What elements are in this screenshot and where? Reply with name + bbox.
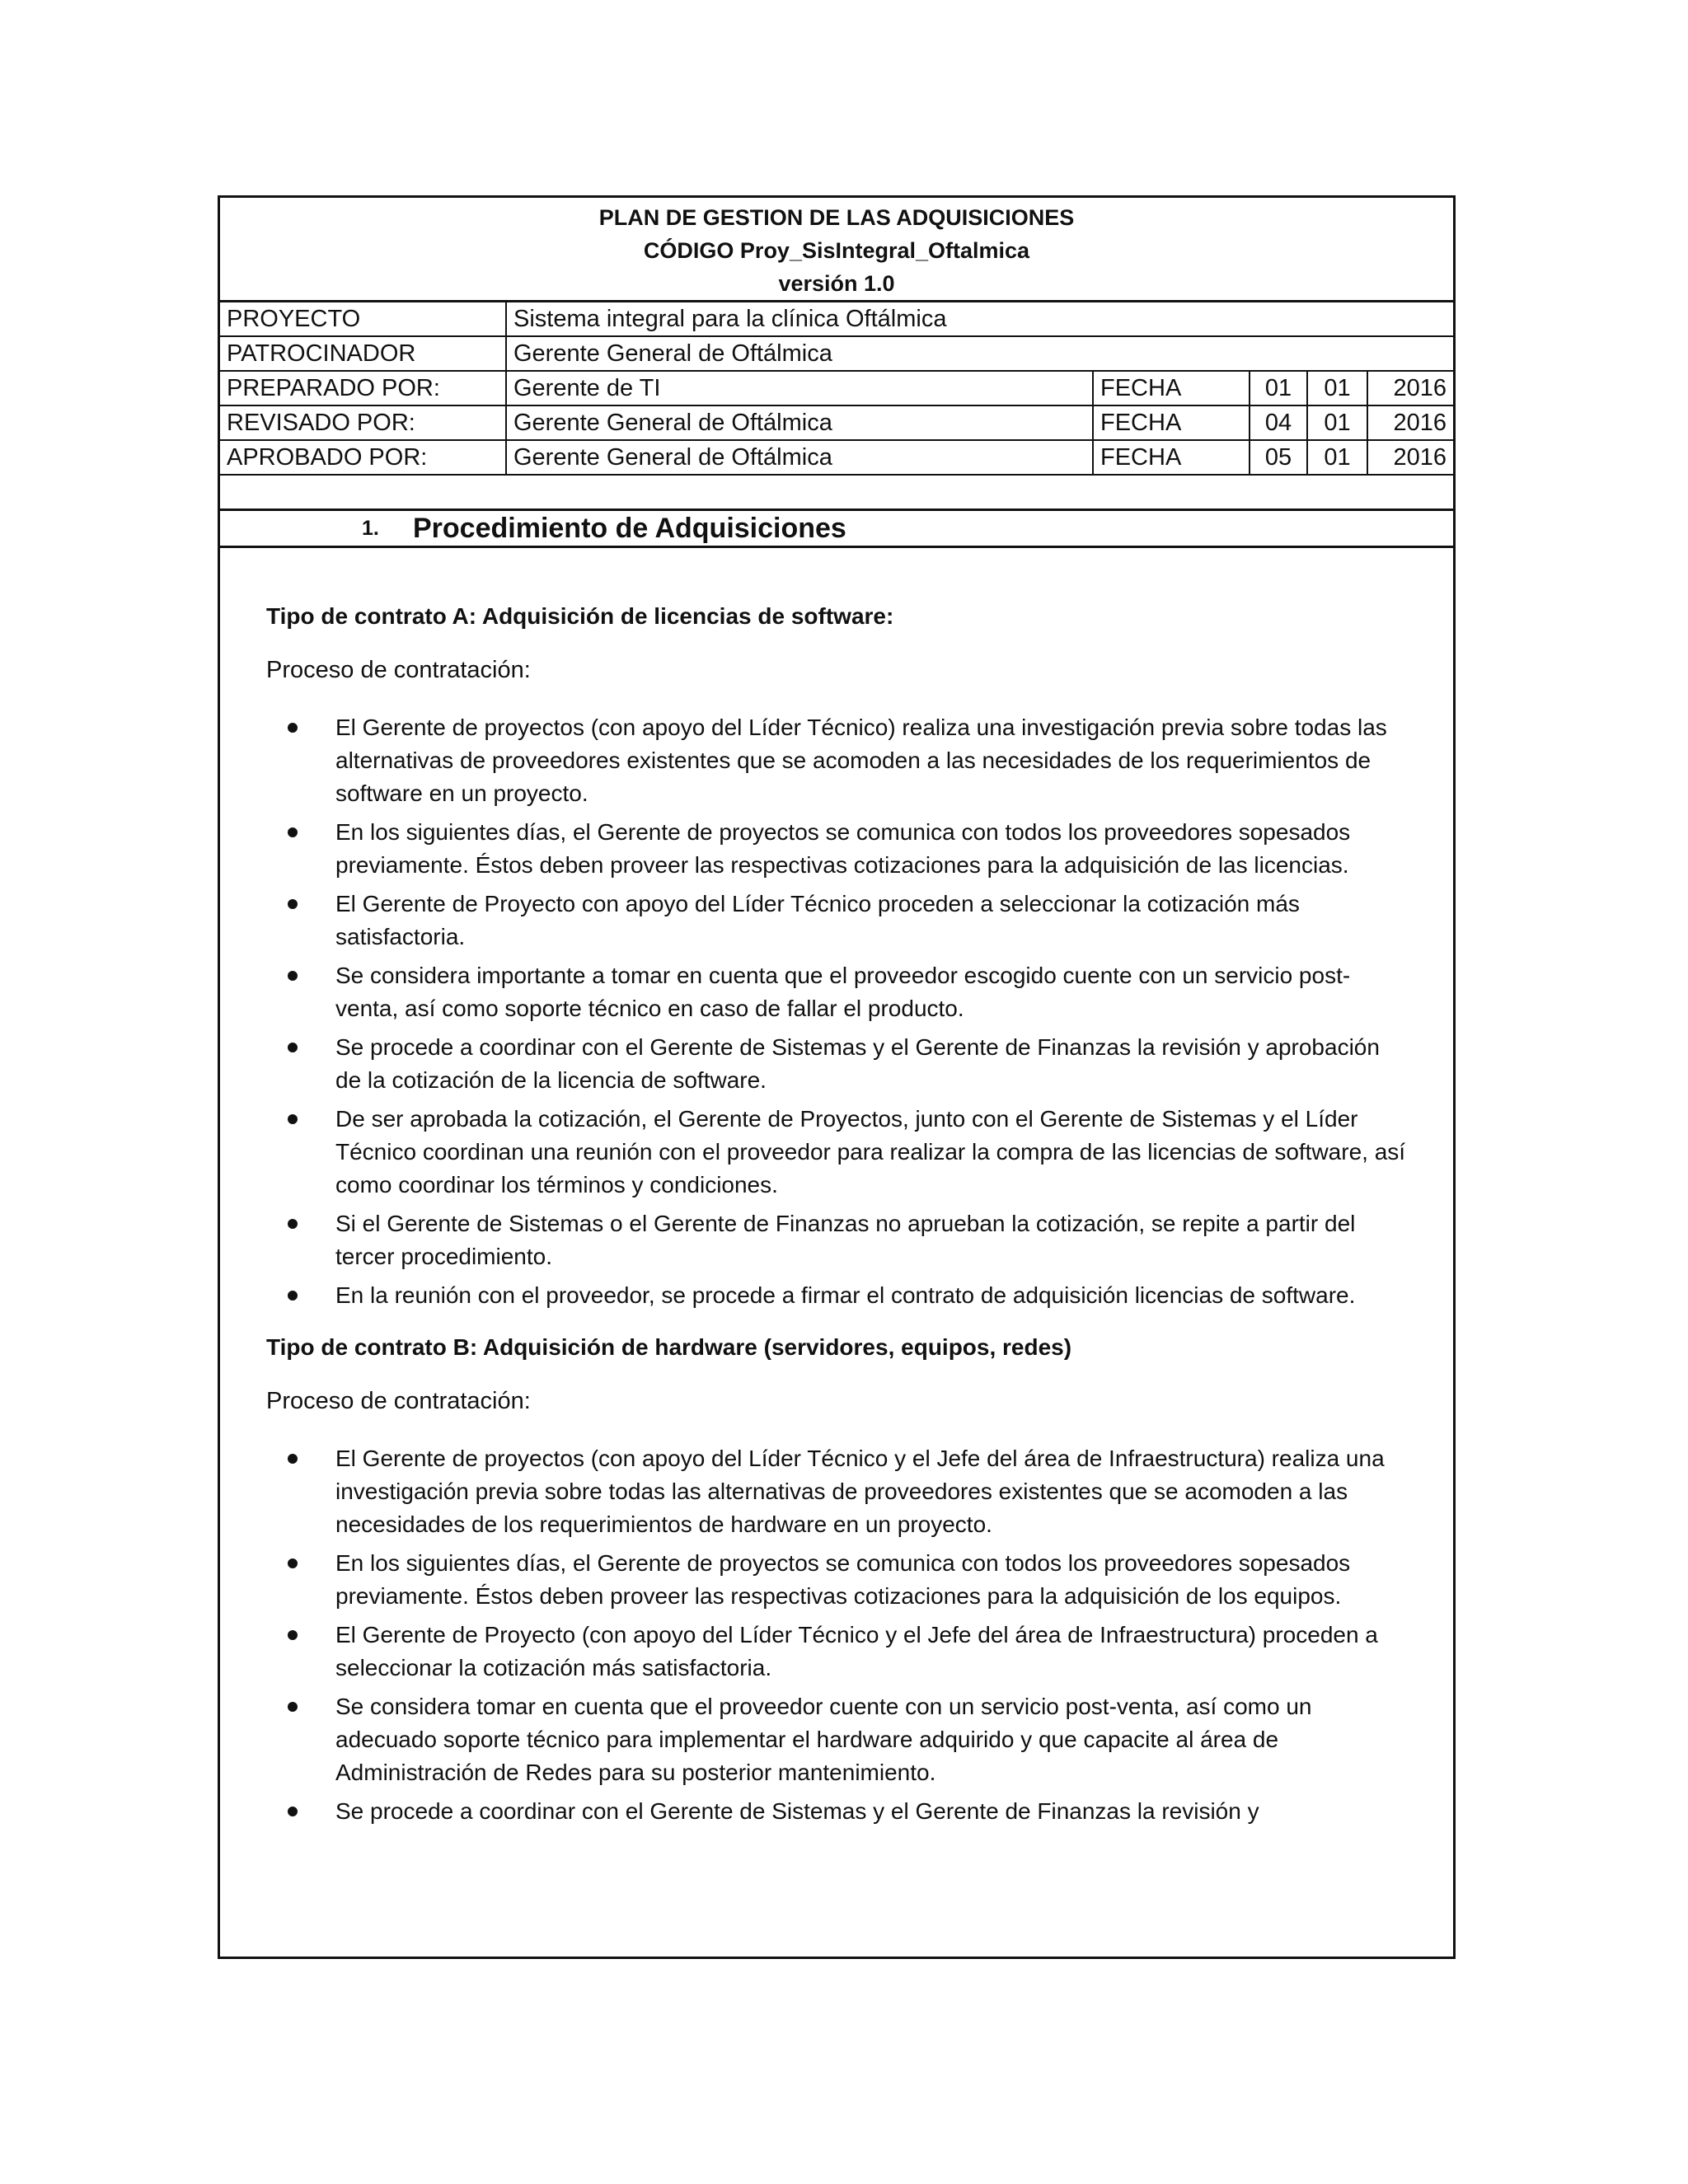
metadata-table [220, 300, 1453, 476]
section-heading [220, 511, 1453, 548]
list-item: En la reunión con el proveedor, se procede a firmar el contrato de adquisición licencias de software. [266, 1279, 1410, 1312]
patrocinador-value: Gerente General de Oftálmica [506, 336, 1453, 371]
list-item: Se considera tomar en cuenta que el proveedor cuente con un servicio post-venta, así como un adecuado soporte técnico para implementar el hardware adquirido y que capacite al área de Administración de Redes para su posterior mantenimiento. [266, 1690, 1410, 1789]
document-frame [218, 195, 1456, 1959]
preparado-fecha-label: FECHA [1093, 371, 1250, 405]
empty-row [220, 476, 1453, 511]
row-preparado [220, 371, 1453, 405]
revisado-label: REVISADO POR: [220, 405, 506, 440]
bullet-icon [288, 1291, 298, 1301]
bullet-icon [288, 1043, 298, 1052]
aprobado-fecha-label: FECHA [1093, 440, 1250, 475]
list-item: En los siguientes días, el Gerente de proyectos se comunica con todos los proveedores sopesados previamente. Éstos deben proveer las respectivas cotizaciones para la adquisición de las licencias. [266, 816, 1410, 882]
preparado-mes: 01 [1307, 371, 1367, 405]
list-item: El Gerente de Proyecto con apoyo del Líder Técnico proceden a seleccionar la cotización más satisfactoria. [266, 888, 1410, 954]
list-item: El Gerente de proyectos (con apoyo del Líder Técnico y el Jefe del área de Infraestructura) realiza una investigación previa sobre todas las alternativas de proveedores existentes que se acomoden a las necesidades de los requerimientos de hardware en un proyecto. [266, 1442, 1410, 1541]
bullet-icon [288, 723, 298, 733]
aprobado-mes: 01 [1307, 440, 1367, 475]
aprobado-value: Gerente General de Oftálmica [506, 440, 1093, 475]
list-item: En los siguientes días, el Gerente de proyectos se comunica con todos los proveedores sopesados previamente. Éstos deben proveer las respectivas cotizaciones para la adquisición de los equipos. [266, 1547, 1410, 1613]
list-item: Se procede a coordinar con el Gerente de Sistemas y el Gerente de Finanzas la revisión y [266, 1795, 1410, 1828]
document-version: versión 1.0 [778, 271, 895, 296]
revisado-fecha-label: FECHA [1093, 405, 1250, 440]
revisado-anio: 2016 [1367, 405, 1453, 440]
bullet-icon [288, 1219, 298, 1229]
section-body [220, 548, 1453, 1828]
list-item: De ser aprobada la cotización, el Gerente de Proyectos, junto con el Gerente de Sistemas y el Líder Técnico coordinan una reunión con el proveedor para realizar la compra de las licencias de software, así como coordinar los términos y condiciones. [266, 1103, 1410, 1202]
contract-b-process-label: Proceso de contratación: [266, 1388, 531, 1414]
contract-a-title: Tipo de contrato A: Adquisición de licencias de software: [266, 603, 894, 629]
list-item: El Gerente de proyectos (con apoyo del Líder Técnico) realiza una investigación previa sobre todas las alternativas de proveedores existentes que se acomoden a las necesidades de los requerimientos de software en un proyecto. [266, 711, 1410, 810]
aprobado-label: APROBADO POR: [220, 440, 506, 475]
document-code: CÓDIGO Proy_SisIntegral_Oftalmica [643, 238, 1030, 263]
preparado-label: PREPARADO POR: [220, 371, 506, 405]
bullet-icon [288, 1454, 298, 1464]
contract-b-title: Tipo de contrato B: Adquisición de hardware (servidores, equipos, redes) [266, 1334, 1072, 1360]
preparado-value: Gerente de TI [506, 371, 1093, 405]
row-revisado [220, 405, 1453, 440]
document-title: PLAN DE GESTION DE LAS ADQUISICIONES [598, 205, 1075, 230]
aprobado-anio: 2016 [1367, 440, 1453, 475]
proyecto-value: Sistema integral para la clínica Oftálmica [506, 302, 1453, 337]
bullet-icon [288, 1807, 298, 1816]
bullet-icon [288, 1702, 298, 1712]
list-item: El Gerente de Proyecto (con apoyo del Líder Técnico y el Jefe del área de Infraestructura) proceden a seleccionar la cotización más satisfactoria. [266, 1619, 1410, 1685]
preparado-anio: 2016 [1367, 371, 1453, 405]
contract-b-list [266, 1442, 1410, 1828]
document-header [220, 198, 1453, 300]
section-number: 1. [362, 516, 379, 540]
contract-a-process-label: Proceso de contratación: [266, 657, 531, 683]
bullet-icon [288, 1630, 298, 1640]
section-title: Procedimiento de Adquisiciones [413, 512, 846, 544]
preparado-dia: 01 [1250, 371, 1307, 405]
bullet-icon [288, 1114, 298, 1124]
contract-a-list [266, 711, 1410, 1312]
row-patrocinador [220, 336, 1453, 371]
list-item: Si el Gerente de Sistemas o el Gerente de Finanzas no aprueban la cotización, se repite a partir del tercer procedimiento. [266, 1207, 1410, 1273]
patrocinador-label: PATROCINADOR [220, 336, 506, 371]
bullet-icon [288, 971, 298, 981]
list-item: Se considera importante a tomar en cuenta que el proveedor escogido cuente con un servicio post-venta, así como soporte técnico en caso de fallar el producto. [266, 959, 1410, 1025]
proyecto-label: PROYECTO [220, 302, 506, 337]
bullet-icon [288, 899, 298, 909]
aprobado-dia: 05 [1250, 440, 1307, 475]
row-proyecto [220, 302, 1453, 337]
list-item: Se procede a coordinar con el Gerente de Sistemas y el Gerente de Finanzas la revisión y aprobación de la cotización de la licencia de software. [266, 1031, 1410, 1097]
row-aprobado [220, 440, 1453, 475]
revisado-mes: 01 [1307, 405, 1367, 440]
bullet-icon [288, 1558, 298, 1568]
revisado-value: Gerente General de Oftálmica [506, 405, 1093, 440]
bullet-icon [288, 827, 298, 837]
revisado-dia: 04 [1250, 405, 1307, 440]
